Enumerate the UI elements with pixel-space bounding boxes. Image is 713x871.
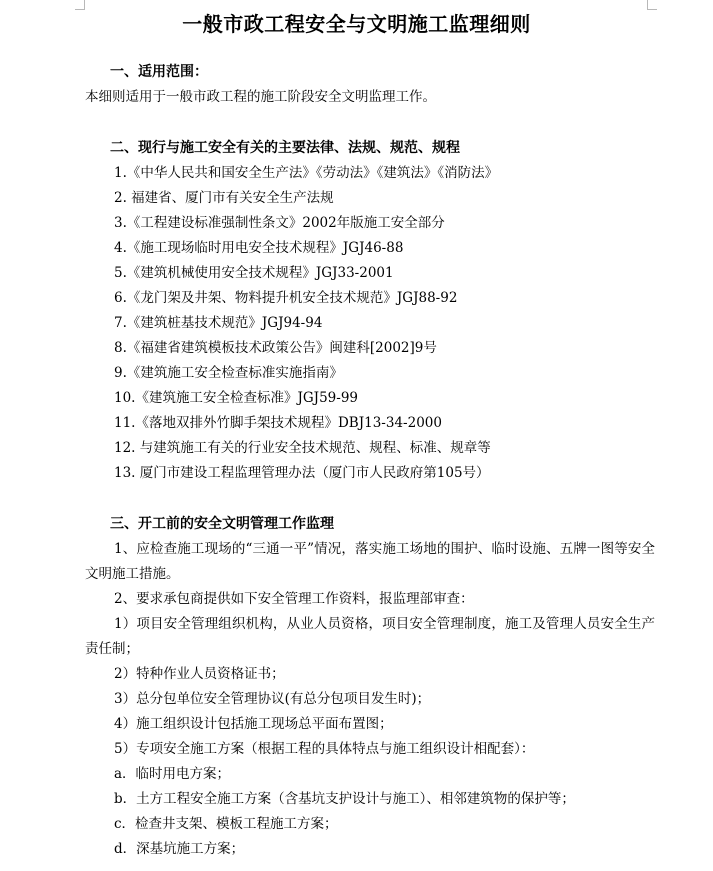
section-3-list-item: 5）专项安全施工方案（根据工程的具体特点与施工组织设计相配套）： [114,741,535,757]
regulation-item: 2. 福建省、厦门市有关安全生产法规 [114,190,334,206]
regulation-item: 13. 厦门市建设工程监理管理办法（厦门市人民政府第105号） [114,465,490,481]
section-3-paragraph: 1、应检查施工现场的“三通一平”情况，落实施工场地的围护、临时设施、五牌一图等安全文明施工措施。 [85,541,655,582]
section-3-list-item: 2）特种作业人员资格证书； [114,666,285,682]
document-body [85,60,655,862]
section-3-paragraph: 2、要求承包商提供如下安全管理工作资料，报监理部审查： [114,591,474,607]
section-3-list-item: d．深基坑施工方案； [114,841,245,857]
regulation-item: 3.《工程建设标准强制性条文》2002年版施工安全部分 [114,215,445,231]
section-3-heading: 三、开工前的安全文明管理工作监理 [110,516,334,532]
regulation-item: 10.《建筑施工安全检查标准》JGJ59-99 [114,390,358,406]
section-3-list-item: c．检查井支架、模板工程施工方案； [114,816,338,832]
regulation-item: 6.《龙门架及井架、物料提升机安全技术规范》JGJ88-92 [114,290,458,306]
regulation-item: 4.《施工现场临时用电安全技术规程》JGJ46-88 [114,240,404,256]
section-3-paragraph: 1）项目安全管理组织机构，从业人员资格，项目安全管理制度，施工及管理人员安全生产责任制； [85,616,655,657]
regulation-item: 12. 与建筑施工有关的行业安全技术规范、规程、标准、规章等 [114,440,491,456]
document-title: 一般市政工程安全与文明施工监理细则 [182,12,531,36]
section-3-list-item: 3）总分包单位安全管理协议(有总分包项目发生时)； [114,691,431,707]
spacer [85,486,655,512]
section-3-list-item: 4）施工组织设计包括施工现场总平面布置图； [114,716,393,732]
regulation-item: 1.《中华人民共和国安全生产法》《劳动法》《建筑法》《消防法》 [114,165,499,181]
section-3-list-item: b．土方工程安全施工方案（含基坑支护设计与施工）、相邻建筑物的保护等； [114,791,575,807]
regulation-item: 5.《建筑机械使用安全技术规程》JGJ33-2001 [114,265,394,281]
spacer [85,110,655,136]
regulation-item: 9.《建筑施工安全检查标准实施指南》 [114,365,343,381]
regulation-item: 8.《福建省建筑模板技术政策公告》闽建科[2002]9号 [114,340,437,356]
regulation-item: 7.《建筑桩基技术规范》JGJ94-94 [114,315,323,331]
section-3-list-item: a．临时用电方案； [114,766,231,782]
section-1-heading: 一、适用范围： [110,64,208,80]
section-2-heading: 二、现行与施工安全有关的主要法律、法规、规范、规程 [110,140,460,156]
section-1-text: 本细则适用于一般市政工程的施工阶段安全文明监理工作。 [85,89,436,105]
regulation-item: 11.《落地双排外竹脚手架技术规程》DBJ13-34-2000 [114,415,442,431]
